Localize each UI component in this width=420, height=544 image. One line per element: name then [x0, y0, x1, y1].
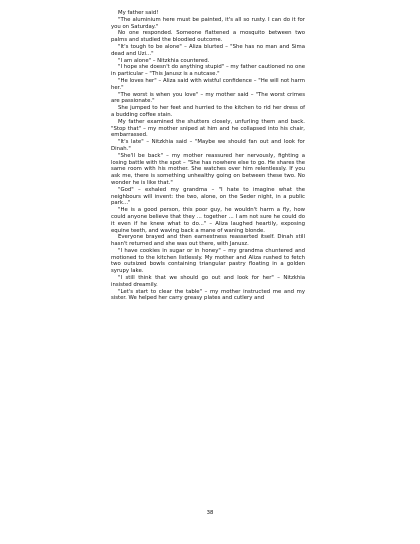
paragraph: "The aluminium here must be painted, it's all so rusty. I can do it for you on Saturday.": [111, 16, 305, 30]
paragraph: "It's tough to be alone" – Aliza blurted – "She has no man and Sima dead and Uzi...": [111, 43, 305, 57]
paragraph: No one responded. Someone flattened a mosquito between two palms and studied the bloodied outcome.: [111, 30, 305, 44]
paragraph: "He is a good person, this poor guy, he wouldn't harm a fly, how could anyone believe that they ... together ... I am not sure he could do it even if he knew what to do..." – Aliza laughed heartily, exposing equine teeth, and waving back a mane of waning blonde.: [111, 207, 305, 234]
body-text: [111, 10, 305, 302]
paragraph: "The worst is when you love" – my mother said – "The worst crimes are passionate.": [111, 91, 305, 105]
paragraph: "I am alone" – Nitzkhia countered.: [118, 57, 210, 64]
paragraph: My father said!: [118, 10, 159, 16]
paragraph: "I still think that we should go out and look for her" – Nitzkhia insisted dreamily.: [111, 275, 305, 288]
paragraph: "I have cookies in sugar or in honey" – my grandma chuntered and motioned to the kitchen listlessly. My mother and Aliza rushed to fetch two outsized bowls containing triangular pastry floating in a golden syrupy lake.: [111, 247, 305, 275]
paragraph: "Let's start to clear the table" – my mother instructed me and my sister. We helped her carry greasy plates and cutlery and: [111, 288, 305, 302]
page-number: 38: [206, 510, 214, 516]
paragraph: "God" – exhaled my grandma – "I hate to imagine what the neighbours will invent: the two, alone, on the Seder night, in a public park...": [111, 186, 305, 207]
paragraph: My father examined the shutters closely, unfurling them and back. "Stop that" – my mother sniped at him and he collapsed into his chair, embarrassed.: [111, 118, 305, 139]
paragraph: "He loves her" – Aliza said with wistful confidence – "He will not harm her.": [111, 77, 305, 91]
paragraph: "She'll be back" – my mother reassured her nervously, fighting a losing battle with the spot – "She has nowhere else to go. He shares the same room with his mother. She watches over him relentlessly. If you ask me, there is something unhealthy going on between these two. No wonder he is like that.": [111, 152, 305, 186]
paragraph: Everyone brayed and then earnestness reasserted itself. Dinah still hasn't returned and she was out there, with Janusz.: [111, 234, 305, 248]
paragraph: She jumped to her feet and hurried to the kitchen to rid her dress of a budding coffee stain.: [111, 105, 305, 118]
paragraph: "I hope she doesn't do anything stupid" – my father cautioned no one in particular – "This Janusz is a nutcase.": [111, 64, 305, 78]
paragraph: "It's late" – Nitzkhia said – "Maybe we should fan out and look for Dinah.": [111, 139, 305, 152]
